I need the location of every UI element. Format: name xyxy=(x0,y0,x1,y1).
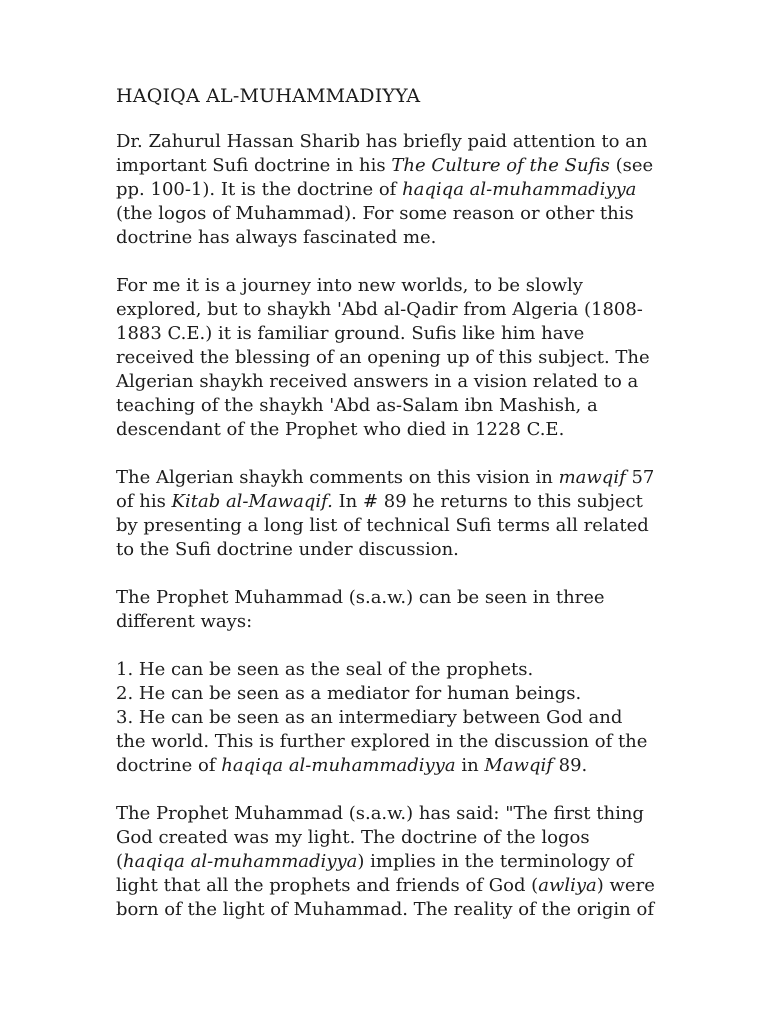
document-title: HAQIQA AL-MUHAMMADIYYA xyxy=(116,85,421,107)
paragraph-three-ways: The Prophet Muhammad (s.a.w.) can be seen in three different ways: xyxy=(116,587,605,632)
text-run: ) implies in the terminology of light that all the prophets and friends of God ( xyxy=(116,851,634,896)
text-run: The Algerian shaykh comments on this vision in xyxy=(116,467,559,488)
book-title-italic: The Culture of the Sufis xyxy=(391,155,610,176)
term-italic: awliya xyxy=(538,875,597,896)
text-run: (see pp. 100-1). It is the doctrine of xyxy=(116,155,654,200)
document-page xyxy=(116,84,656,946)
term-italic: haqiqa al-muhammadiyya xyxy=(221,755,456,776)
text-run: 3. He can be seen as an intermediary between God and the world. This is further explored in the discussion of the doctrine of xyxy=(116,707,648,776)
text-run: The Prophet Muhammad (s.a.w.) has said: "The first thing God created was my light. The doctrine of the logos ( xyxy=(116,803,644,872)
list-item: 2. He can be seen as a mediator for human beings. xyxy=(116,683,582,704)
text-run: 89. xyxy=(552,755,588,776)
text-run: ) were born of the light of Muhammad. The reality of the origin of xyxy=(116,875,655,920)
text-run: In # 89 he returns to this subject by presenting a long list of technical Sufi terms all related to the Sufi doctrine under discussion. xyxy=(116,491,649,560)
text-run: Dr. Zahurul Hassan Sharib has briefly paid attention to an important Sufi doctrine in his xyxy=(116,131,648,176)
text-run: in xyxy=(455,755,485,776)
term-italic: Mawqif xyxy=(484,755,553,776)
list-item xyxy=(116,706,656,778)
paragraph-vision xyxy=(116,466,656,562)
term-italic: haqiqa al-muhammadiyya xyxy=(123,851,358,872)
paragraph-light xyxy=(116,802,656,922)
term-italic: haqiqa al-muhammadiyya xyxy=(402,179,637,200)
book-title-italic: Kitab al-Mawaqif. xyxy=(171,491,333,512)
text-run: 57 of his xyxy=(116,467,655,512)
term-italic: mawqif xyxy=(558,467,626,488)
paragraph-journey: For me it is a journey into new worlds, to be slowly explored, but to shaykh 'Abd al-Qadir from Algeria (1808-1883 C.E.) it is familiar ground. Sufis like him have received the blessing of an opening up of this subject. The Algerian shaykh received answers in a vision related to a teaching of the shaykh 'Abd as-Salam ibn Mashish, a descendant of the Prophet who died in 1228 C.E. xyxy=(116,275,650,440)
text-run: (the logos of Muhammad). For some reason or other this doctrine has always fascinated me. xyxy=(116,203,634,248)
numbered-list xyxy=(116,658,656,778)
paragraph-intro xyxy=(116,130,656,250)
list-item: 1. He can be seen as the seal of the prophets. xyxy=(116,659,534,680)
